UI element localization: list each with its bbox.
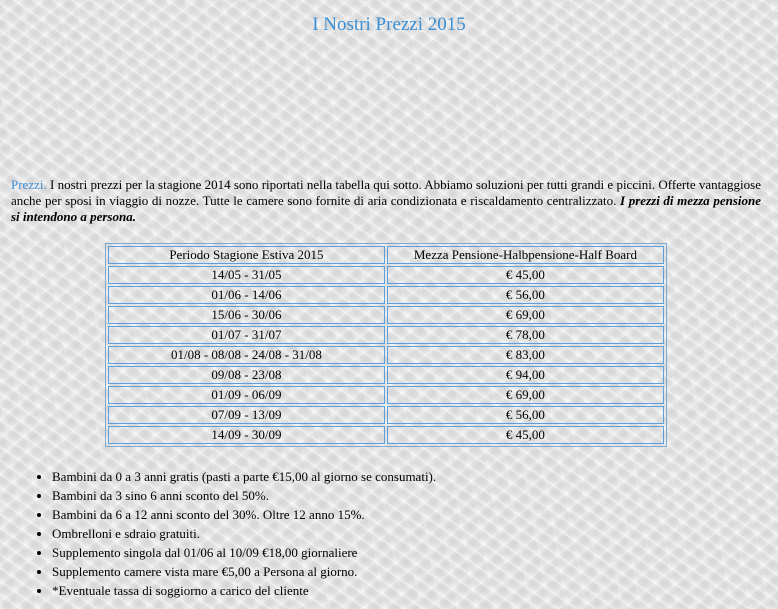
price-table — [105, 243, 667, 447]
period-cell: 15/06 - 30/06 — [108, 306, 385, 324]
price-cell: € 56,00 — [387, 406, 664, 424]
price-cell: € 83,00 — [387, 346, 664, 364]
table-row — [108, 266, 664, 284]
intro-text: I nostri prezzi per la stagione 2014 sono riportati nella tabella qui sotto. Abbiamo soluzioni per tutti grandi e piccini. Offerte vantaggiose anche per sposi in viaggio di nozze. Tutte le camere sono fornite di aria condizionata e riscaldamento centralizzato. — [11, 177, 761, 208]
period-cell: 09/08 - 23/08 — [108, 366, 385, 384]
price-cell: € 78,00 — [387, 326, 664, 344]
period-cell: 01/07 - 31/07 — [108, 326, 385, 344]
period-cell: 14/05 - 31/05 — [108, 266, 385, 284]
intro-note: I prezzi di mezza pensione si intendono a persona. — [11, 193, 761, 224]
page-title: I Nostri Prezzi 2015 — [312, 14, 466, 35]
period-cell: 07/09 - 13/09 — [108, 406, 385, 424]
period-cell: 01/06 - 14/06 — [108, 286, 385, 304]
period-cell: 01/08 - 08/08 - 24/08 - 31/08 — [108, 346, 385, 364]
list-item: • Bambini da 0 a 3 anni gratis (pasti a parte €15,00 al giorno se consumati). — [52, 467, 436, 486]
intro-lead: Prezzi. — [11, 177, 47, 192]
price-cell: € 94,00 — [387, 366, 664, 384]
price-cell: € 56,00 — [387, 286, 664, 304]
price-cell: € 69,00 — [387, 306, 664, 324]
header-half-board: Mezza Pensione-Halbpensione-Half Board — [387, 246, 664, 264]
table-row — [108, 326, 664, 344]
intro-paragraph — [11, 177, 761, 225]
table-row — [108, 426, 664, 444]
price-cell: € 45,00 — [387, 266, 664, 284]
table-row — [108, 346, 664, 364]
table-row — [108, 406, 664, 424]
list-item: • Bambini da 3 sino 6 anni sconto del 50%. — [52, 486, 436, 505]
list-item: • *Eventuale tassa di soggiorno a carico del cliente — [52, 581, 436, 600]
list-item: • Supplemento camere vista mare €5,00 a Persona al giorno. — [52, 562, 436, 581]
period-cell: 14/09 - 30/09 — [108, 426, 385, 444]
period-cell: 01/09 - 06/09 — [108, 386, 385, 404]
table-row — [108, 366, 664, 384]
list-item: • Ombrelloni e sdraio gratuiti. — [52, 524, 436, 543]
table-row — [108, 286, 664, 304]
list-item: • Bambini da 6 a 12 anni sconto del 30%. Oltre 12 anno 15%. — [52, 505, 436, 524]
notes-list — [16, 467, 436, 600]
table-row — [108, 306, 664, 324]
header-period: Periodo Stagione Estiva 2015 — [108, 246, 385, 264]
price-cell: € 69,00 — [387, 386, 664, 404]
price-cell: € 45,00 — [387, 426, 664, 444]
list-item: • Supplemento singola dal 01/06 al 10/09 €18,00 giornaliere — [52, 543, 436, 562]
table-row — [108, 386, 664, 404]
table-header-row — [108, 246, 664, 264]
